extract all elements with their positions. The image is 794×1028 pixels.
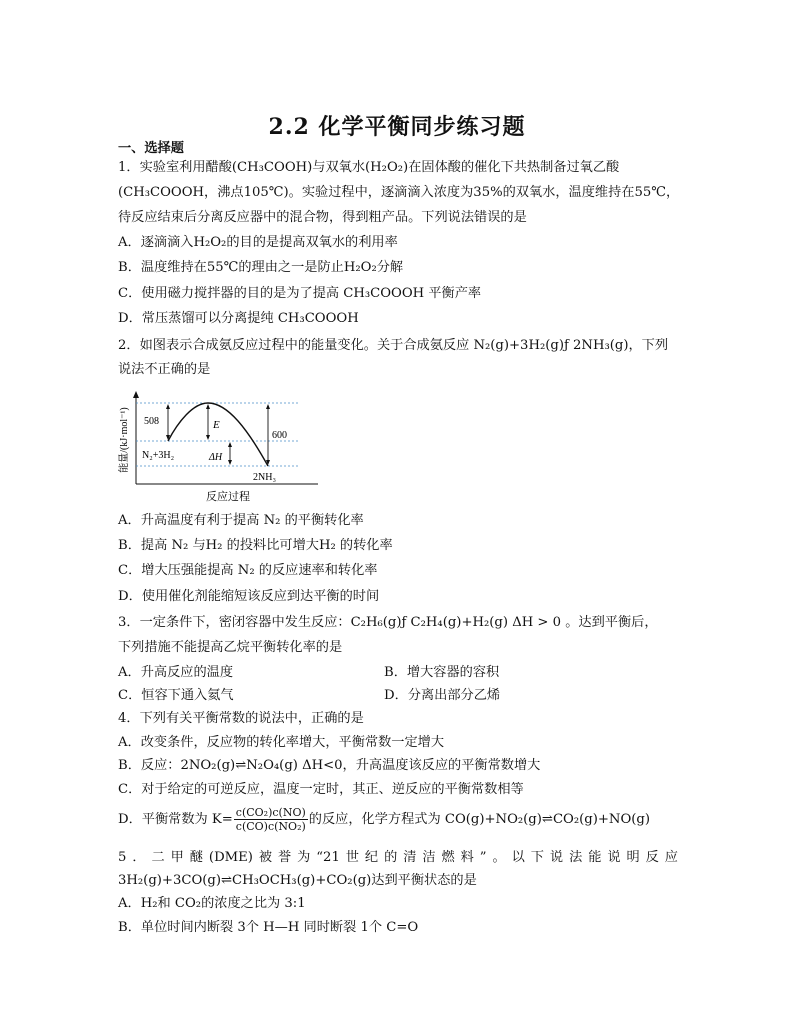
q1-option-c: C．使用磁力搅拌器的目的是为了提高 CH₃COOOH 平衡产率 bbox=[118, 286, 482, 301]
q3-option-d: D．分离出部分乙烯 bbox=[384, 688, 501, 703]
q2-option-b: B．提高 N₂ 与H₂ 的投料比可增大H₂ 的转化率 bbox=[118, 538, 393, 553]
q3-stem-line-1: 3．一定条件下，密闭容器中发生反应：C₂H₆(g)ƒ C₂H₄(g)+H₂(g) ΔH > 0 。达到平衡后， bbox=[118, 615, 658, 630]
arrow-dh-head-down bbox=[228, 460, 232, 465]
label-product: 2NH₃ bbox=[253, 472, 276, 483]
q2-option-a: A．升高温度有利于提高 N₂ 的平衡转化率 bbox=[118, 513, 364, 528]
label-e: E bbox=[213, 419, 220, 431]
q4-option-b: B．反应：2NO₂(g)⇌N₂O₄(g) ΔH<0，升高温度该反应的平衡常数增大 bbox=[118, 758, 541, 773]
q3-option-c: C．恒容下通入氦气 bbox=[118, 688, 234, 703]
q3-stem-line-2: 下列措施不能提高乙烷平衡转化率的是 bbox=[118, 640, 343, 655]
energy-diagram bbox=[118, 390, 340, 508]
q1-stem-line-3: 待反应结束后分离反应器中的混合物，得到粗产品。下列说法错误的是 bbox=[118, 210, 527, 225]
q1-option-d: D．常压蒸馏可以分离提纯 CH₃COOOH bbox=[118, 311, 359, 326]
q5-option-a: A．H₂和 CO₂的浓度之比为 3:1 bbox=[118, 896, 306, 911]
equilibrium-constant-fraction bbox=[234, 806, 308, 833]
q2-stem-line-1: 2．如图表示合成氨反应过程中的能量变化。关于合成氨反应 N₂(g)+3H₂(g)ƒ 2NH₃(g)，下列 bbox=[118, 338, 669, 353]
q4-option-c: C．对于给定的可逆反应，温度一定时，其正、逆反应的平衡常数相等 bbox=[118, 782, 524, 797]
q1-option-b: B．温度维持在55℃的理由之一是防止H₂O₂分解 bbox=[118, 260, 404, 275]
q4-option-a: A．改变条件，反应物的转化率增大，平衡常数一定增大 bbox=[118, 735, 445, 750]
q5-stem-line-1: 5．二甲醚(DME)被誉为“21世纪的清洁燃料”。以下说法能说明反应 bbox=[118, 850, 678, 865]
q3-option-b: B．增大容器的容积 bbox=[384, 665, 500, 680]
fraction-denominator: c(CO)c(NO₂) bbox=[235, 820, 306, 833]
arrow-dh-head-up bbox=[228, 442, 232, 447]
q5-option-b: B．单位时间内断裂 3个 H—H 同时断裂 1个 C=O bbox=[118, 920, 419, 935]
q4-option-d bbox=[118, 805, 650, 835]
q1-option-a: A．逐滴滴入H₂O₂的目的是提高双氧水的利用率 bbox=[118, 235, 398, 250]
page-title: 2.2 化学平衡同步练习题 bbox=[268, 114, 526, 140]
section-heading: 一、选择题 bbox=[118, 141, 184, 156]
x-axis-label: 反应过程 bbox=[206, 491, 250, 503]
q2-option-c: C．增大压强能提高 N₂ 的反应速率和转化率 bbox=[118, 563, 378, 578]
fraction-numerator: c(CO₂)c(NO) bbox=[235, 806, 306, 819]
q3-option-a: A．升高反应的温度 bbox=[118, 665, 234, 680]
label-600: 600 bbox=[272, 430, 287, 441]
label-reactants: N₂+3H₂ bbox=[142, 450, 175, 461]
q4-option-d-prefix: D．平衡常数为 K= bbox=[118, 812, 233, 827]
q1-stem-line-1: 1．实验室利用醋酸(CH₃COOH)与双氧水(H₂O₂)在固体酸的催化下共热制备过氧乙酸 bbox=[118, 160, 620, 175]
y-axis-label: 能量/(kJ·mol⁻¹) bbox=[119, 407, 130, 473]
arrow-e-head-down bbox=[206, 435, 210, 440]
q4-option-d-suffix: 的反应，化学方程式为 CO(g)+NO₂(g)⇌CO₂(g)+NO(g) bbox=[308, 812, 651, 827]
q5-stem-line-2: 3H₂(g)+3CO(g)⇌CH₃OCH₃(g)+CO₂(g)达到平衡状态的是 bbox=[118, 873, 477, 888]
arrow-600-head-up bbox=[266, 404, 270, 409]
arrow-508-head-up bbox=[166, 404, 170, 409]
q2-stem-line-2: 说法不正确的是 bbox=[118, 362, 211, 377]
q1-stem-line-2: (CH₃COOOH，沸点105℃)。实验过程中，逐滴滴入浓度为35%的双氧水，温度维持在55℃， bbox=[118, 185, 680, 200]
y-axis-arrow bbox=[133, 391, 139, 398]
q4-stem: 4．下列有关平衡常数的说法中，正确的是 bbox=[118, 711, 364, 726]
q2-option-d: D．使用催化剂能缩短该反应到达平衡的时间 bbox=[118, 589, 380, 604]
label-delta-h: ΔH bbox=[209, 452, 223, 463]
arrow-e-head-up bbox=[206, 404, 210, 409]
label-508: 508 bbox=[144, 416, 159, 427]
